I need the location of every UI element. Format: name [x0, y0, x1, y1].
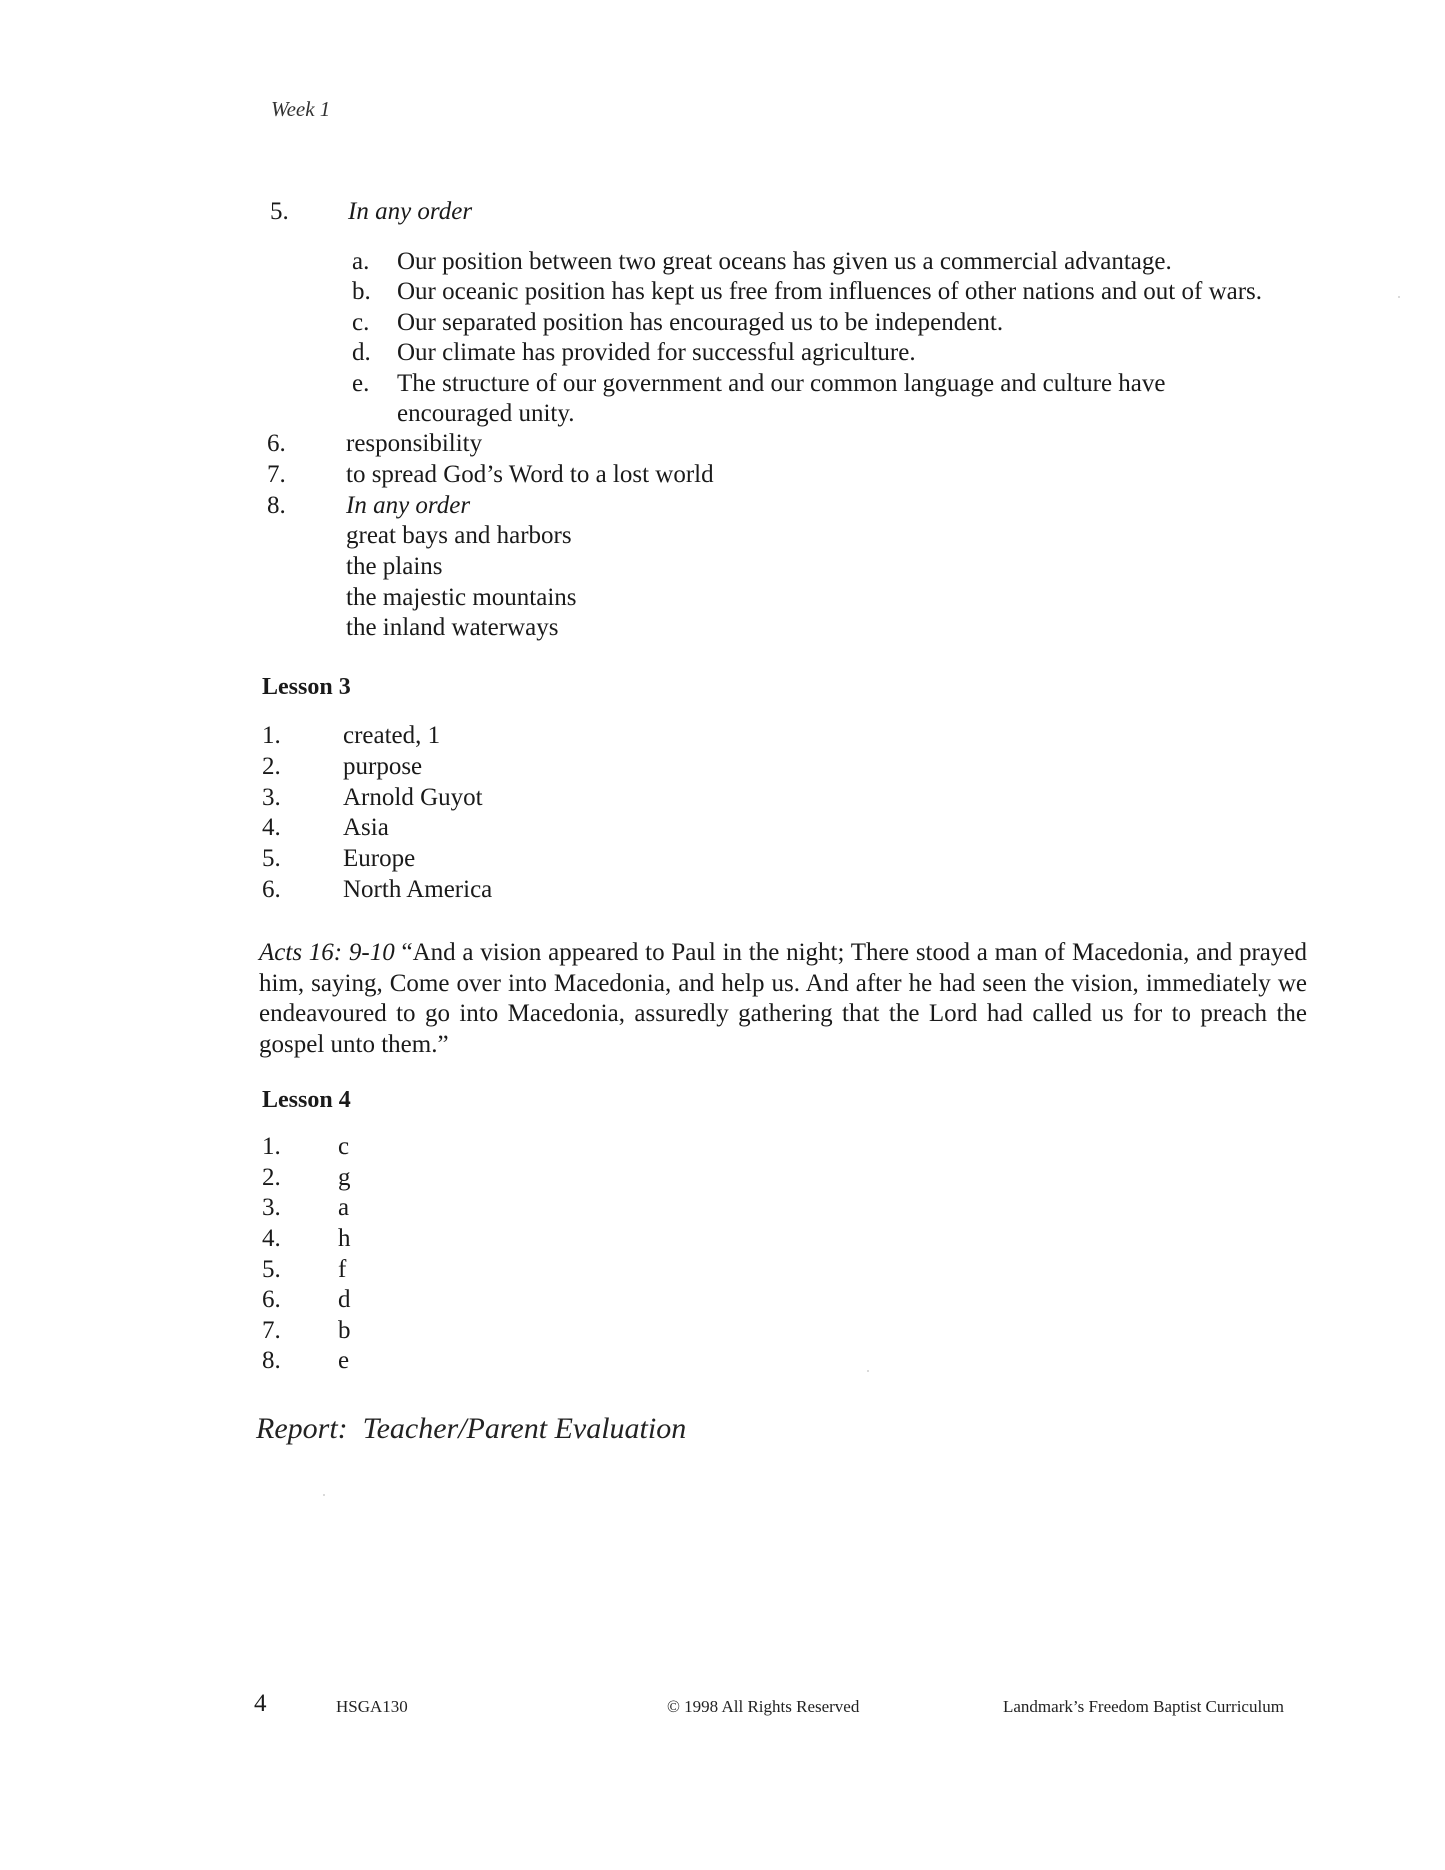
item-answer: g — [338, 1164, 351, 1191]
course-code: HSGA130 — [336, 1697, 408, 1716]
item-number: 6. — [267, 430, 286, 457]
item-answer: the plains — [346, 553, 443, 580]
item-answer: purpose — [343, 753, 423, 780]
report-line — [256, 1412, 686, 1446]
subitem-letter: b. — [352, 278, 371, 305]
item-number: 6. — [262, 1286, 281, 1313]
lesson-4-heading: Lesson 4 — [262, 1087, 351, 1113]
item-answer: Arnold Guyot — [343, 784, 483, 811]
scripture-reference: Acts 16: 9-10 — [259, 939, 395, 966]
scripture-text: “And a vision appeared to Paul in the night; There stood a man of Macedonia, and prayed him, saying, Come over into Macedonia, and help us. And after he had seen the vision, immediately we endeavoured to go into Macedonia, assuredly gathering that the Lord had called us for to preach the gospel unto them.” — [259, 939, 1307, 1058]
lesson-3-heading: Lesson 3 — [262, 674, 351, 700]
item-answer: f — [338, 1256, 347, 1283]
subitem-letter: a. — [352, 248, 370, 275]
item-answer: h — [338, 1225, 351, 1252]
item-number: 5. — [262, 845, 281, 872]
item-answer: a — [338, 1194, 350, 1221]
subitem-text: Our oceanic position has kept us free from influences of other nations and out of wars. — [397, 278, 1263, 305]
scripture-passage — [259, 938, 1307, 1060]
page-number: 4 — [254, 1690, 267, 1717]
item-note: In any order — [348, 198, 473, 225]
item-number: 8. — [267, 492, 286, 519]
item-number: 5. — [262, 1256, 281, 1283]
subitem-text: The structure of our government and our common language and culture have — [397, 370, 1166, 397]
item-answer: the inland waterways — [346, 614, 559, 641]
subitem-text: Our climate has provided for successful agriculture. — [397, 339, 916, 366]
item-answer: to spread God’s Word to a lost world — [346, 461, 714, 488]
item-number: 7. — [262, 1317, 281, 1344]
subitem-letter: e. — [352, 370, 370, 397]
scan-speck — [323, 1494, 325, 1496]
item-answer: North America — [343, 876, 493, 903]
item-number: 3. — [262, 784, 281, 811]
report-text: Teacher/Parent Evaluation — [362, 1412, 687, 1445]
item-answer: e — [338, 1347, 350, 1374]
item-number: 4. — [262, 814, 281, 841]
copyright: © 1998 All Rights Reserved — [667, 1697, 860, 1716]
item-number: 5. — [270, 198, 289, 225]
scan-speck — [1398, 296, 1400, 298]
item-note: In any order — [346, 492, 471, 519]
item-answer: Europe — [343, 845, 416, 872]
subitem-letter: d. — [352, 339, 371, 366]
item-number: 3. — [262, 1194, 281, 1221]
item-answer: d — [338, 1286, 351, 1313]
item-number: 2. — [262, 1164, 281, 1191]
item-answer: the majestic mountains — [346, 584, 577, 611]
scan-speck — [867, 1370, 869, 1372]
item-number: 4. — [262, 1225, 281, 1252]
item-number: 8. — [262, 1347, 281, 1374]
item-number: 6. — [262, 876, 281, 903]
subitem-text: Our separated position has encouraged us to be independent. — [397, 309, 1004, 336]
item-answer: b — [338, 1317, 351, 1344]
item-answer: great bays and harbors — [346, 522, 572, 549]
item-answer: created, 1 — [343, 722, 441, 749]
week-header: Week 1 — [271, 97, 331, 121]
item-number: 1. — [262, 1133, 281, 1160]
item-number: 1. — [262, 722, 281, 749]
item-answer: Asia — [343, 814, 389, 841]
subitem-text: Our position between two great oceans has given us a commercial advantage. — [397, 248, 1172, 275]
item-number: 7. — [267, 461, 286, 488]
item-number: 2. — [262, 753, 281, 780]
subitem-text-continued: encouraged unity. — [397, 400, 575, 427]
report-label: Report: — [256, 1412, 348, 1445]
subitem-letter: c. — [352, 309, 370, 336]
item-answer: responsibility — [346, 430, 483, 457]
item-answer: c — [338, 1133, 350, 1160]
publisher: Landmark’s Freedom Baptist Curriculum — [1003, 1697, 1284, 1716]
